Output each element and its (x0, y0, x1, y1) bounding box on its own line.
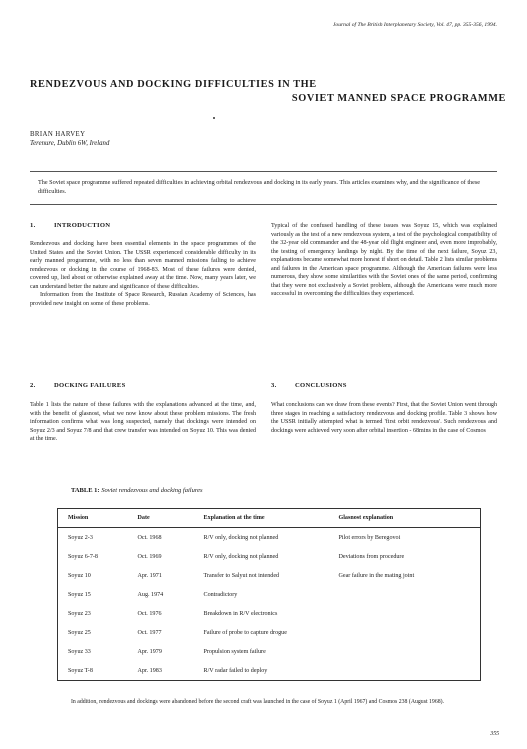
cell-glasnost (329, 604, 481, 623)
author-name: BRIAN HARVEY (30, 131, 86, 138)
cell-date: Apr. 1979 (137, 648, 162, 655)
cell-mission: Soyuz 15 (68, 591, 91, 598)
cell-explanation: R/V only, docking not planned (203, 534, 279, 541)
cell-mission: Soyuz 23 (68, 610, 91, 617)
section-number: 1. (30, 222, 36, 229)
cell-mission: Soyuz 10 (68, 572, 91, 579)
cell-mission: Soyuz 33 (68, 648, 91, 655)
page-number: 355 (490, 731, 499, 737)
section-heading-docking-failures (30, 382, 126, 389)
title-line-2: SOVIET MANNED SPACE PROGRAMME (291, 93, 506, 104)
title-line-1: RENDEZVOUS AND DOCKING DIFFICULTIES IN THE (30, 79, 317, 90)
cell-glasnost (329, 661, 481, 681)
author-block (30, 130, 109, 148)
section-title: DOCKING FAILURES (54, 382, 126, 389)
docking-failures-paragraph: Table 1 lists the nature of these failures with the explanations advanced at the time, and, with the benefit of glasnost, what we now know about these problem missions. The fresh information confirms what was long suspected, namely that dockings were intended on Soyuz 2/3 and Soyuz 7/8 and that crew transfer was intended on Soyuz 10. This was denied at the time. (30, 402, 256, 442)
table-row (58, 566, 481, 585)
header-explanation: Explanation at the time (194, 509, 329, 528)
table-label: TABLE 1: (71, 487, 100, 494)
cell-glasnost (329, 585, 481, 604)
cell-explanation: Transfer to Salyut not intended (203, 572, 280, 579)
conclusions-paragraph: What conclusions can we draw from these events? First, that the Soviet Union went through three stages in reaching a satisfactory rendezvous and docking profile. Table 3 shows how the USSR initially attempted what is termed 'first orbit rendezvous'. Such rendezvous and dockings were achieved very soon after orbital insertion - 68mins in the case of Cosmos (271, 402, 497, 434)
section-number: 2. (30, 382, 36, 389)
table-row (58, 547, 481, 566)
cell-date: Oct. 1977 (137, 629, 162, 636)
header-mission: Mission (58, 509, 128, 528)
cell-glasnost: Deviations from procedure (338, 553, 405, 560)
table-row (58, 642, 481, 661)
cell-date: Apr. 1971 (137, 572, 162, 579)
cell-date: Oct. 1968 (137, 534, 162, 541)
cell-date: Apr. 1983 (137, 667, 162, 674)
table-row (58, 623, 481, 642)
article-title (30, 78, 506, 106)
introduction-body (30, 240, 256, 308)
cell-date: Oct. 1976 (137, 610, 162, 617)
cell-glasnost (329, 642, 481, 661)
cell-date: Aug. 1974 (137, 591, 164, 598)
section-title: CONCLUSIONS (295, 382, 347, 389)
abstract-bottom-rule (30, 204, 497, 205)
cell-glasnost: Pilot errors by Beregovoi (338, 534, 401, 541)
cell-explanation: Contradictory (203, 591, 238, 598)
section-number: 3. (271, 382, 277, 389)
cell-explanation: Breakdown in R/V electronics (203, 610, 278, 617)
cell-explanation: R/V only, docking not planned (203, 553, 279, 560)
section-heading-introduction (30, 222, 110, 229)
table-caption (71, 487, 203, 494)
cell-mission: Soyuz 2-3 (68, 534, 93, 541)
table-footnote: In addition, rendezvous and dockings were abandoned before the second craft was launched in the case of Soyuz 1 (April 1967) and Cosmos 238 (August 1968). (71, 699, 444, 705)
stray-mark (213, 117, 215, 119)
cell-date: Oct. 1969 (137, 553, 162, 560)
soyuz-15-paragraph: Typical of the confused handling of these issues was Soyuz 15, which was explained variously as the test of a new rendezvous system, a test of the psychological compatibility of the 32-year old commander and the 48-year old flight engineer and, even more improbably, the testing of emergency landings by night. By the time of the next failure, Soyuz 23, explanations became somewhat more honest if short on detail. Table 2 lists similar problems and failures in the American space programme. Although the American failures were less numerous, they show some similarities with the Soviet ones of the same period, confirming that they were not exclusively a Soviet problem, although the Americans were much more successful in overcoming the difficulties they experienced. (271, 223, 497, 297)
introduction-paragraph-1: Rendezvous and docking have been essential elements in the space programmes of the United States and the Soviet Union. The USSR experienced considerable difficulty in its early manned programme, with no less than seven manned missions failing to achieve rendezvous or docking in the course of 1968-83. Most of these failures were denied, covered up, lied about or otherwise explained away at the time. Now, many years later, we can understand better the nature and significance of these difficulties. (30, 241, 256, 290)
header-glasnost: Glasnost explanation (329, 509, 481, 528)
abstract: The Soviet space programme suffered repeated difficulties in achieving orbital rendezvous and docking in its early years. This articles examines why, and the significance of these difficulties. (38, 179, 481, 195)
header-date: Date (128, 509, 194, 528)
table-caption-text: Soviet rendezvous and docking failures (101, 487, 203, 494)
failures-table (57, 508, 481, 681)
cell-glasnost (329, 623, 481, 642)
cell-glasnost: Gear failure in the mating joint (338, 572, 415, 579)
cell-explanation: Failure of probe to capture drogue (203, 629, 287, 636)
cell-mission: Soyuz 25 (68, 629, 91, 636)
table-row (58, 585, 481, 604)
table-header-row (58, 509, 481, 528)
section-title: INTRODUCTION (54, 222, 111, 229)
cell-explanation: R/V radar failed to deploy (203, 667, 268, 674)
cell-mission: Soyuz 6-7-8 (68, 553, 98, 560)
table-row (58, 528, 481, 548)
cell-mission: Soyuz T-8 (68, 667, 93, 674)
table-row (58, 604, 481, 623)
journal-citation: Journal of The British Interplanetary Society, Vol. 47, pp. 355-356, 1994. (332, 22, 497, 28)
author-affiliation: Terenure, Dublin 6W, Ireland (30, 140, 110, 147)
section-heading-conclusions (271, 382, 347, 389)
cell-explanation: Propulsion system failure (203, 648, 266, 655)
abstract-top-rule (30, 171, 497, 172)
table-row (58, 661, 481, 681)
introduction-paragraph-2: Information from the Institute of Space Research, Russian Academy of Sciences, has provided new insight on some of these problems. (30, 292, 256, 307)
